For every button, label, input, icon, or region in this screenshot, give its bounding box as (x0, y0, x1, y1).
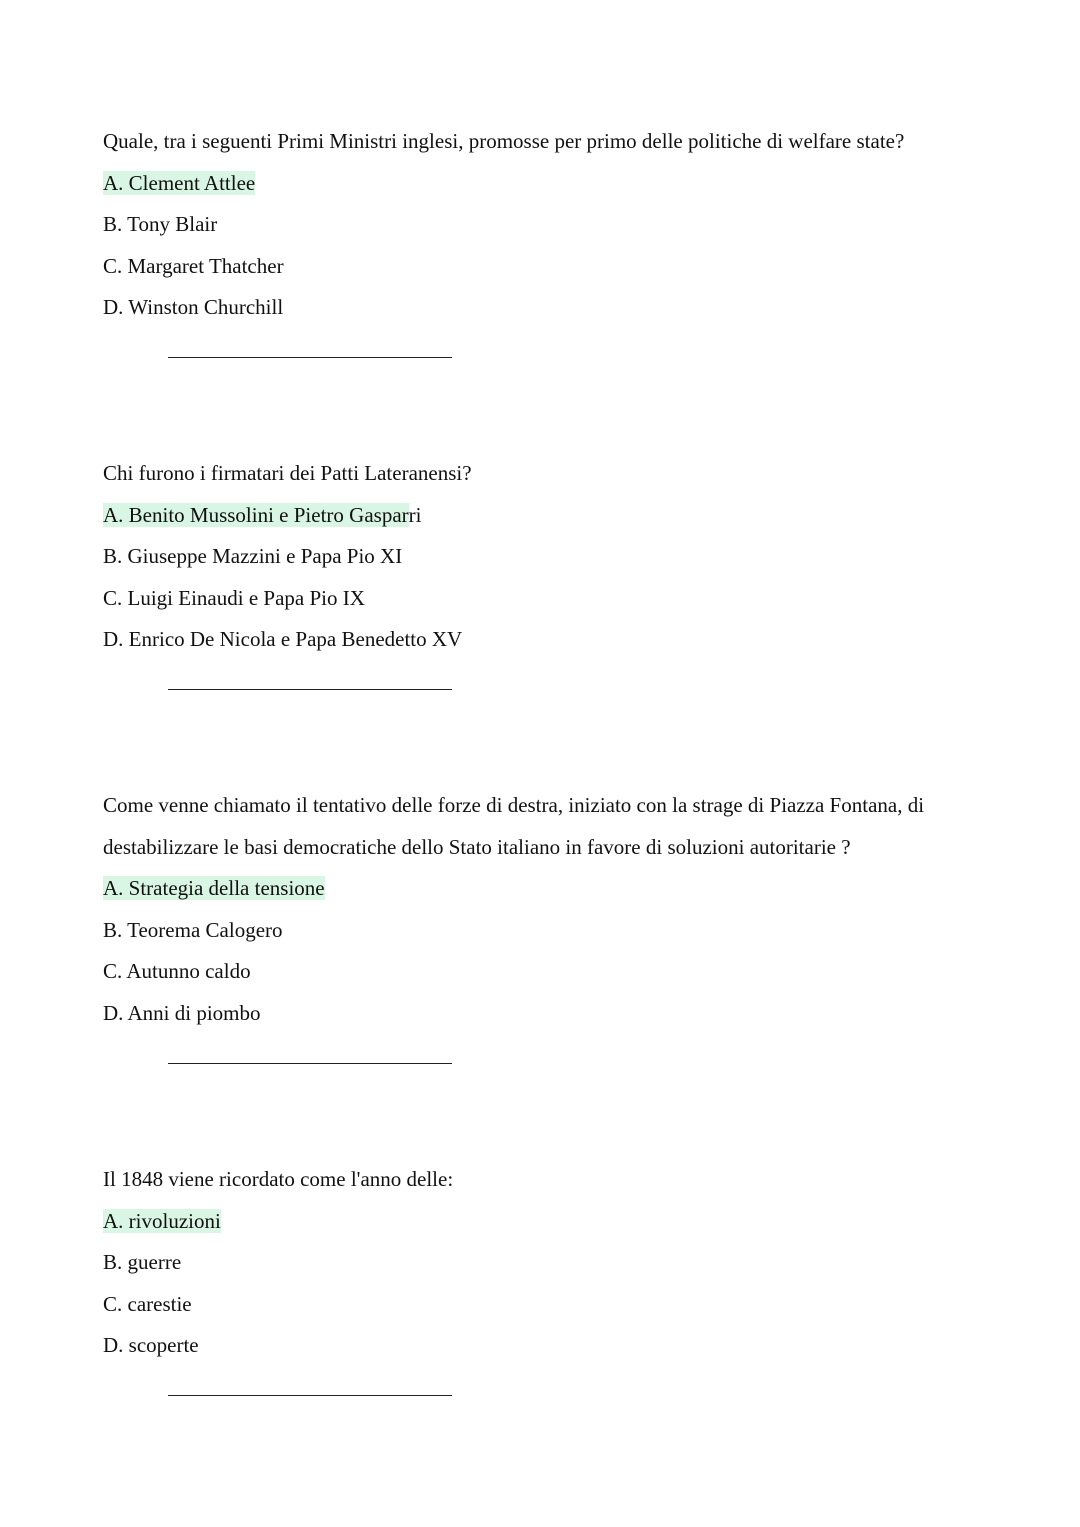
option-c: C. Margaret Thatcher (103, 253, 284, 278)
answer-rest: ri (408, 502, 422, 527)
option-d: D. Enrico De Nicola e Papa Benedetto XV (103, 627, 463, 652)
option-b: B. Tony Blair (103, 212, 218, 237)
answer-highlight: A. rivoluzioni (103, 1208, 221, 1233)
question-block-3 (103, 785, 983, 1035)
question-text: Quale, tra i seguenti Primi Ministri inglesi, promosse per primo delle politiche di welfare state? (103, 129, 905, 153)
option-b: B. Giuseppe Mazzini e Papa Pio XI (103, 544, 403, 569)
question-block-4 (103, 1159, 983, 1367)
separator-line (168, 1063, 452, 1064)
question-block-1 (103, 121, 983, 329)
correct-answer (103, 495, 983, 537)
option-c: C. Autunno caldo (103, 959, 251, 984)
option-d: D. scoperte (103, 1333, 199, 1358)
question-text: Il 1848 viene ricordato come l'anno delle: (103, 1167, 454, 1191)
option-b: B. guerre (103, 1250, 182, 1275)
question-text: Chi furono i firmatari dei Patti Lateranensi? (103, 461, 472, 485)
correct-answer (103, 1201, 983, 1243)
option-d: D. Anni di piombo (103, 1000, 261, 1025)
separator-line (168, 357, 452, 358)
option-c: C. Luigi Einaudi e Papa Pio IX (103, 585, 365, 610)
separator-line (168, 1395, 452, 1396)
question-text: Come venne chiamato il tentativo delle forze di destra, iniziato con la strage di Piazza Fontana, di destabilizzare le basi democratiche dello Stato italiano in favore di soluzioni autoritarie ? (103, 793, 925, 859)
correct-answer (103, 163, 983, 205)
answer-highlight: A. Strategia della tensione (103, 876, 325, 901)
answer-highlight: A. Benito Mussolini e Pietro Gaspar (103, 502, 409, 527)
question-block-2 (103, 453, 983, 661)
correct-answer (103, 868, 983, 910)
option-d: D. Winston Churchill (103, 295, 284, 320)
separator-line (168, 689, 452, 690)
option-c: C. carestie (103, 1291, 192, 1316)
answer-highlight: A. Clement Attlee (103, 170, 256, 195)
option-b: B. Teorema Calogero (103, 917, 283, 942)
